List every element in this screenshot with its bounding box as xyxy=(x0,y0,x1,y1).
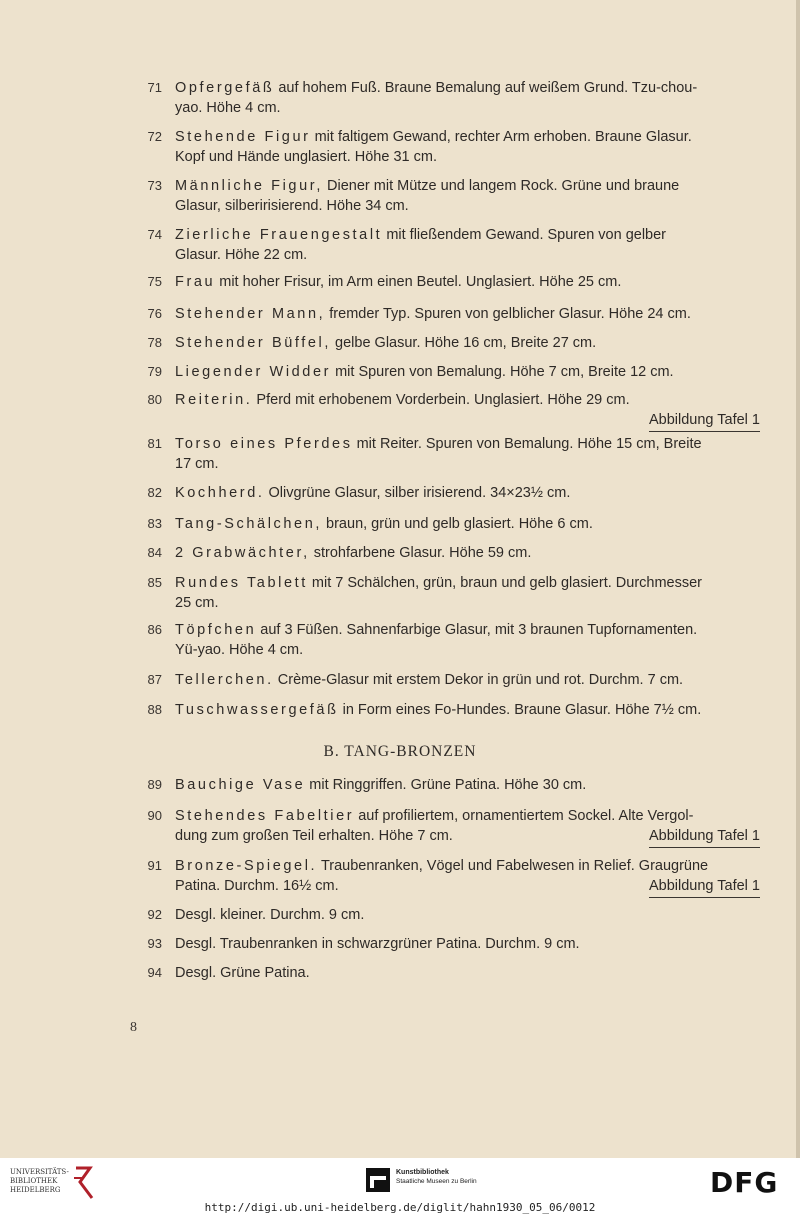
entry-text-cont: 17 cm. xyxy=(175,456,219,472)
plate-reference: Abbildung Tafel 1 xyxy=(649,876,760,898)
entry-title: Stehender Büffel, xyxy=(175,335,331,351)
entry-text-cont: Kopf und Hände unglasiert. Höhe 31 cm. xyxy=(175,149,437,165)
entry-title: Rundes Tablett xyxy=(175,575,308,591)
entry-number: 93 xyxy=(147,936,162,951)
entry-text: mit 7 Schälchen, grün, braun und gelb glasiert. Durchmesser xyxy=(307,575,702,591)
entry-number: 74 xyxy=(147,227,162,242)
permalink-url[interactable]: http://digi.ub.uni-heidelberg.de/diglit/hahn1930_05_06/0012 xyxy=(204,1201,596,1214)
entry-number: 79 xyxy=(147,364,162,379)
entry-title: Zierliche Frauengestalt xyxy=(175,227,383,243)
entry-number: 78 xyxy=(147,335,162,350)
library-name xyxy=(10,1168,72,1195)
entry-number: 71 xyxy=(147,80,162,95)
entry-number: 75 xyxy=(147,274,162,289)
entry-number: 89 xyxy=(147,777,162,792)
entry-title: Stehendes Fabeltier xyxy=(175,808,355,824)
entry-number: 76 xyxy=(147,306,162,321)
entry-title: Tellerchen. xyxy=(175,672,274,688)
entry-title: 2 Grabwächter, xyxy=(175,545,310,561)
entry-number: 81 xyxy=(147,436,162,451)
entry-number: 82 xyxy=(147,485,162,500)
entry-text: Desgl. Traubenranken in schwarzgrüner Patina. Durchm. 9 cm. xyxy=(175,936,580,952)
museum-logo-icon xyxy=(366,1168,390,1192)
entry-text: braun, grün und gelb glasiert. Höhe 6 cm. xyxy=(322,516,593,532)
entry-title: Torso eines Pferdes xyxy=(175,436,353,452)
entry-title: Reiterin. xyxy=(175,392,253,408)
entry-title: Bronze-Spiegel. xyxy=(175,858,318,874)
entry-title: Opfergefäß xyxy=(175,80,275,96)
entry-text: Desgl. Grüne Patina. xyxy=(175,965,310,981)
entry-text-cont: dung zum großen Teil erhalten. Höhe 7 cm. xyxy=(175,828,453,844)
dfg-logo xyxy=(710,1168,790,1196)
page-number: 8 xyxy=(130,1020,137,1035)
section-heading: B. TANG-BRONZEN xyxy=(323,743,477,760)
entry-number: 90 xyxy=(147,808,162,823)
entry-text-cont: yao. Höhe 4 cm. xyxy=(175,100,281,116)
entry-number: 86 xyxy=(147,622,162,637)
entry-title: Tang-Schälchen, xyxy=(175,516,323,532)
entry-number: 80 xyxy=(147,392,162,407)
entry-number: 87 xyxy=(147,672,162,687)
entry-text: Crème-Glasur mit erstem Dekor in grün und rot. Durchm. 7 cm. xyxy=(273,672,684,688)
entry-title: Bauchige Vase xyxy=(175,777,306,793)
entry-text: mit fließendem Gewand. Spuren von gelber xyxy=(382,227,667,243)
entry-number: 91 xyxy=(147,858,162,873)
entry-text: Pferd mit erhobenem Vorderbein. Unglasiert. Höhe 29 cm. xyxy=(252,392,630,408)
entry-number: 92 xyxy=(147,907,162,922)
kb-title: Kunstbibliothek xyxy=(396,1169,449,1176)
entry-text-cont: 25 cm. xyxy=(175,595,219,611)
university-library-logo-icon xyxy=(72,1166,98,1200)
entry-text: mit faltigem Gewand, rechter Arm erhoben. Braune Glasur. xyxy=(310,129,692,145)
entry-text: strohfarbene Glasur. Höhe 59 cm. xyxy=(309,545,532,561)
entry-title: Liegender Widder xyxy=(175,364,332,380)
entry-text: auf profiliertem, ornamentiertem Sockel. Alte Vergol- xyxy=(354,808,694,824)
entry-number: 72 xyxy=(147,129,162,144)
entry-text: Diener mit Mütze und langem Rock. Grüne und braune xyxy=(323,178,680,194)
entry-text: auf hohem Fuß. Braune Bemalung auf weißem Grund. Tzu-chou- xyxy=(274,80,698,96)
entry-text: mit hoher Frisur, im Arm einen Beutel. Unglasiert. Höhe 25 cm. xyxy=(215,274,622,290)
entry-title: Männliche Figur, xyxy=(175,178,323,194)
entry-text: Traubenranken, Vögel und Fabelwesen in Relief. Graugrüne xyxy=(317,858,709,874)
entry-title: Frau xyxy=(175,274,216,290)
entry-number: 88 xyxy=(147,702,162,717)
library-line: HEIDELBERG xyxy=(10,1186,61,1194)
kunstbibliothek-logo xyxy=(366,1168,477,1198)
plate-reference: Abbildung Tafel 1 xyxy=(649,826,760,848)
entry-text: mit Ringgriffen. Grüne Patina. Höhe 30 cm. xyxy=(305,777,587,793)
entry-text-cont: Glasur, silberirisierend. Höhe 34 cm. xyxy=(175,198,409,214)
entry-number: 73 xyxy=(147,178,162,193)
entry-text-cont: Patina. Durchm. 16½ cm. xyxy=(175,878,339,894)
entry-title: Tuschwassergefäß xyxy=(175,702,339,718)
entry-title: Stehender Mann, xyxy=(175,306,326,322)
library-line: UNIVERSITÄTS- xyxy=(10,1168,69,1176)
kb-subtitle: Staatliche Museen zu Berlin xyxy=(396,1178,477,1185)
entry-text: fremder Typ. Spuren von gelblicher Glasur. Höhe 24 cm. xyxy=(325,306,691,322)
entry-text-cont: Glasur. Höhe 22 cm. xyxy=(175,247,308,263)
entry-text-cont: Yü-yao. Höhe 4 cm. xyxy=(175,642,304,658)
entry-text: Olivgrüne Glasur, silber irisierend. 34×23½ cm. xyxy=(264,485,571,501)
entry-title: Kochherd. xyxy=(175,485,265,501)
entry-title: Töpfchen xyxy=(175,622,257,638)
entry-title: Stehende Figur xyxy=(175,129,311,145)
entry-text: gelbe Glasur. Höhe 16 cm, Breite 27 cm. xyxy=(331,335,597,351)
library-line: BIBLIOTHEK xyxy=(10,1177,58,1185)
entry-text: in Form eines Fo-Hundes. Braune Glasur. Höhe 7½ cm. xyxy=(338,702,702,718)
entry-text: mit Spuren von Bemalung. Höhe 7 cm, Breite 12 cm. xyxy=(331,364,674,380)
entry-number: 85 xyxy=(147,575,162,590)
entry-number: 84 xyxy=(147,545,162,560)
entry-number: 83 xyxy=(147,516,162,531)
entry-text: mit Reiter. Spuren von Bemalung. Höhe 15 cm, Breite xyxy=(352,436,702,452)
entry-text: Desgl. kleiner. Durchm. 9 cm. xyxy=(175,907,365,923)
dfg-logo-text: DFG xyxy=(710,1168,779,1196)
entry-number: 94 xyxy=(147,965,162,980)
plate-reference: Abbildung Tafel 1 xyxy=(649,410,760,432)
entry-text: auf 3 Füßen. Sahnenfarbige Glasur, mit 3 braunen Tupfornamenten. xyxy=(256,622,698,638)
